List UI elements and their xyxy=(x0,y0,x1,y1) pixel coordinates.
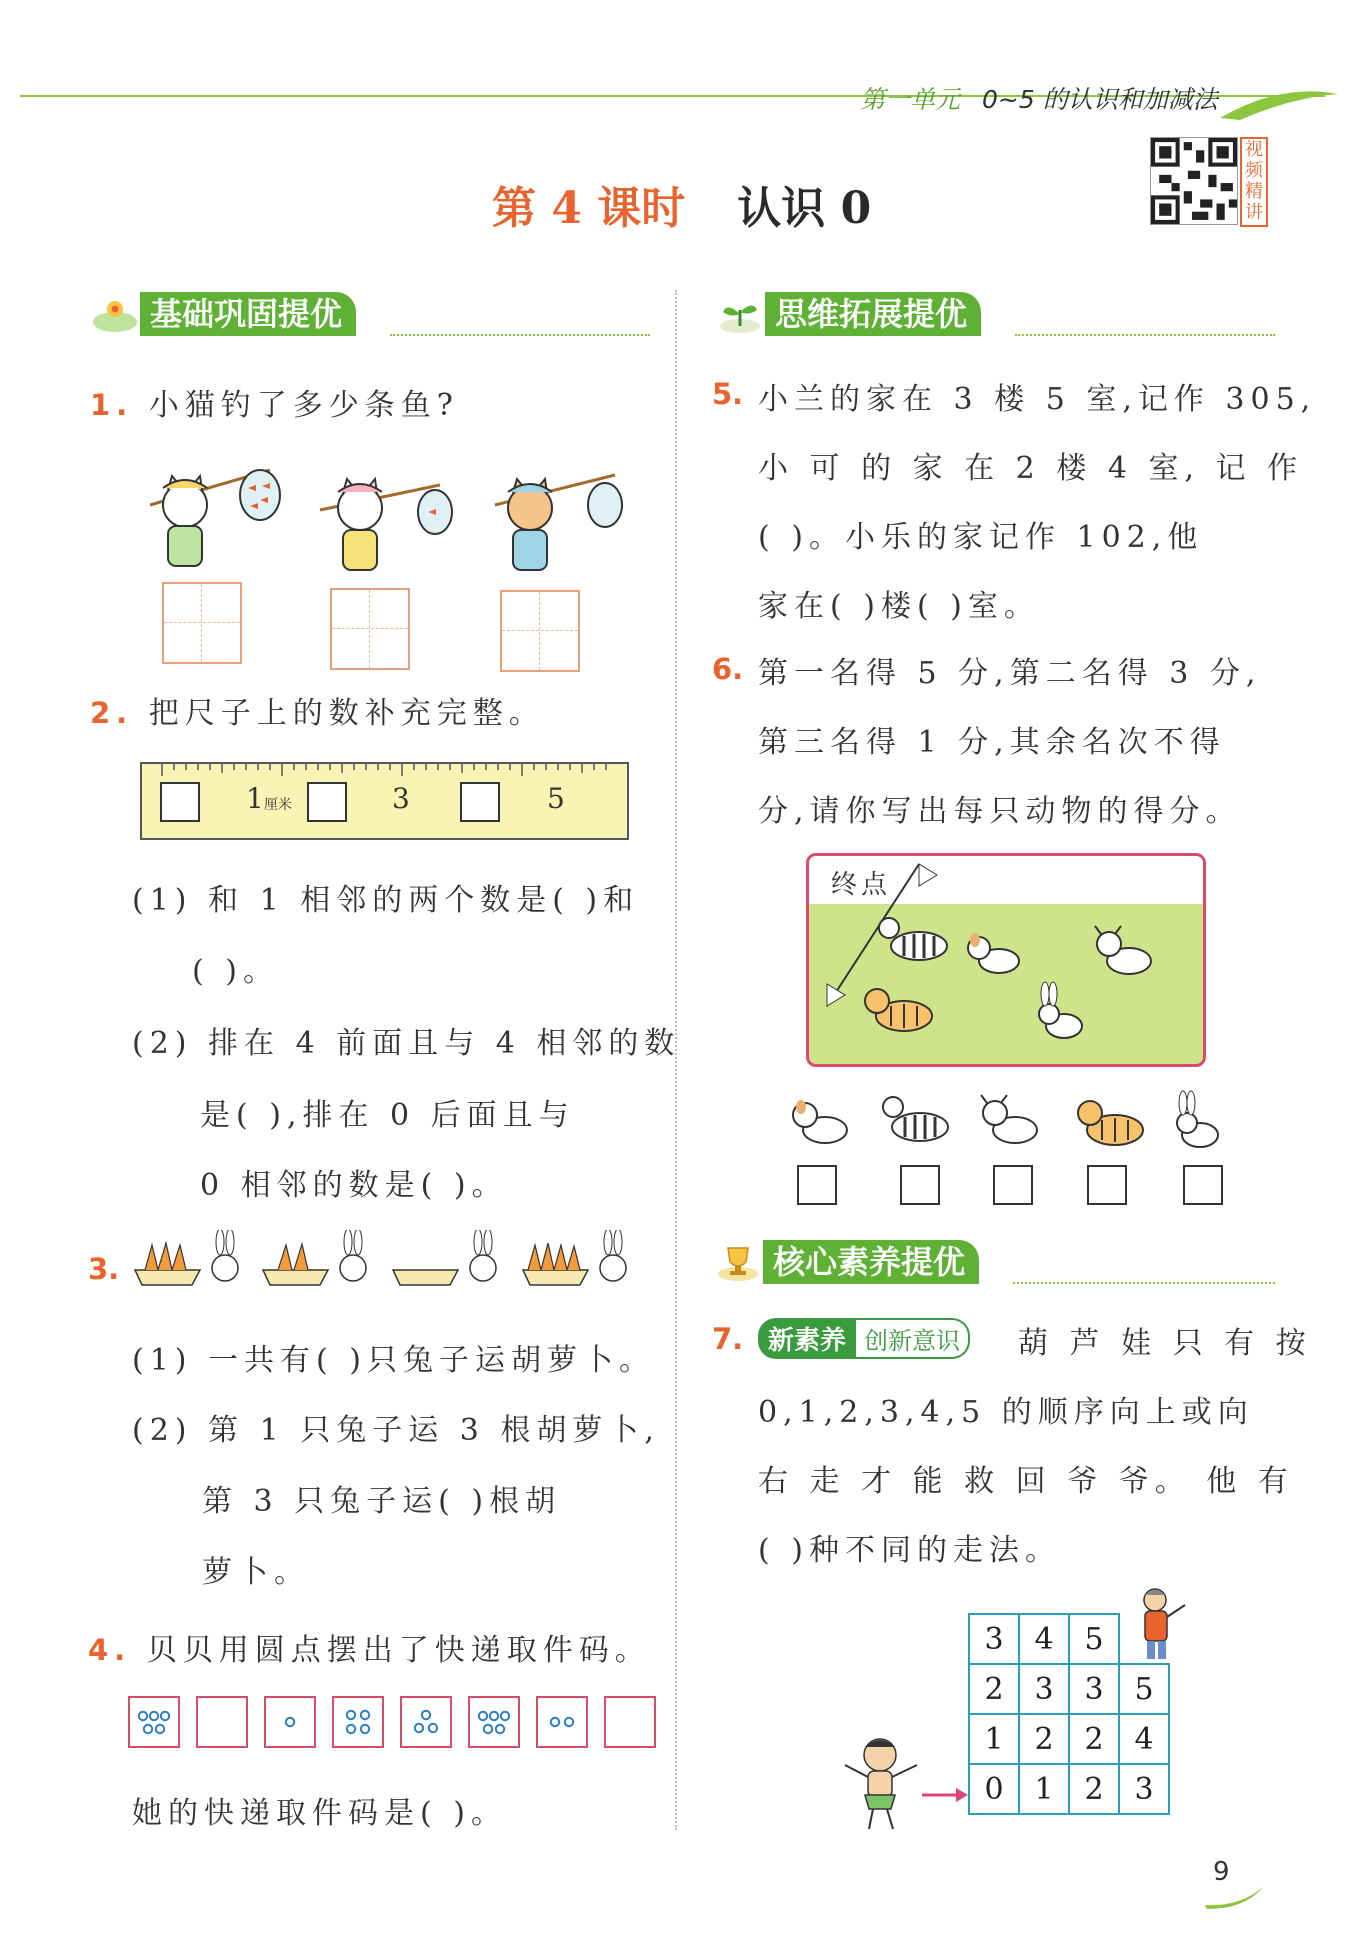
answer-box[interactable] xyxy=(162,582,242,664)
dots-icon xyxy=(474,1702,514,1742)
flower-icon xyxy=(90,292,140,336)
video-explain-label xyxy=(1240,137,1268,227)
leaf-swoosh-icon xyxy=(1220,88,1340,128)
section-rule xyxy=(1015,334,1275,336)
cat-icon xyxy=(495,475,622,570)
dot xyxy=(551,1718,559,1726)
score-box[interactable] xyxy=(993,1165,1033,1205)
section-basic-title: 基础巩固提优 xyxy=(140,292,356,336)
q5-line1: 小兰的家在 3 楼 5 室,记作 305, xyxy=(758,382,1317,417)
dot xyxy=(496,1725,504,1733)
grid-cell: 3 xyxy=(969,1614,1019,1664)
dot-code-box xyxy=(468,1696,520,1748)
dot xyxy=(479,1712,487,1720)
answer-box[interactable] xyxy=(500,590,580,672)
section-thinking-header xyxy=(715,292,981,336)
grid-cell: 2 xyxy=(1069,1714,1119,1764)
dog-icon xyxy=(793,1100,847,1143)
page-number: 9 xyxy=(1213,1857,1230,1887)
dot xyxy=(361,1725,369,1733)
q2-part1-line2: ( )。 xyxy=(192,954,279,989)
grid-cell: 1 xyxy=(1019,1764,1069,1814)
race-animals-illustration xyxy=(809,856,1203,1064)
grid-cell: 0 xyxy=(969,1764,1019,1814)
qr-char: 精 xyxy=(1245,181,1263,202)
dot xyxy=(565,1718,573,1726)
ruler-blank-box[interactable] xyxy=(160,782,200,822)
grid-cell: 3 xyxy=(1069,1664,1119,1714)
dot-code-row xyxy=(128,1696,656,1748)
question-number: 3. xyxy=(88,1252,120,1286)
dot xyxy=(347,1711,355,1719)
dog-icon xyxy=(968,933,1019,973)
grandpa-icon xyxy=(1125,1585,1195,1665)
section-rule xyxy=(390,334,650,336)
dot xyxy=(161,1712,169,1720)
rabbit-icon xyxy=(1039,982,1082,1038)
question-text: 把尺子上的数补充完整。 xyxy=(148,696,545,731)
rabbit-cart-icon xyxy=(135,1230,238,1285)
ruler-ticks xyxy=(142,764,627,780)
q2-part2-line1: (2) 排在 4 前面且与 4 相邻的数 xyxy=(132,1026,681,1061)
score-box[interactable] xyxy=(1087,1165,1127,1205)
race-scene xyxy=(806,853,1206,1067)
question-1 xyxy=(90,380,459,424)
ruler-blank-box[interactable] xyxy=(460,782,500,822)
grid-row xyxy=(969,1664,1169,1714)
qr-char: 频 xyxy=(1245,160,1263,181)
dot xyxy=(429,1724,437,1732)
section-core-title: 核心素养提优 xyxy=(763,1240,979,1284)
question-number: 2. xyxy=(90,696,134,730)
grid-cell: 3 xyxy=(1019,1664,1069,1714)
dots-icon xyxy=(134,1702,174,1742)
cats-fishing-illustration xyxy=(130,450,650,580)
q6-line3: 分,请你写出每只动物的得分。 xyxy=(758,794,1242,829)
grid-cell: 4 xyxy=(1119,1714,1169,1764)
trophy-icon xyxy=(713,1240,763,1284)
new-literacy-badge: 新素养 xyxy=(758,1318,856,1359)
question-number: 6. xyxy=(712,652,744,686)
dot xyxy=(361,1711,369,1719)
zebra-icon xyxy=(883,1097,948,1141)
dots-icon xyxy=(542,1702,582,1742)
lesson-name: 认识 0 xyxy=(737,183,872,234)
lesson-number: 第 4 课时 xyxy=(492,183,686,234)
dot xyxy=(286,1718,294,1726)
q3-part2-line1: (2) 第 1 只兔子运 3 根胡萝卜, xyxy=(132,1413,660,1448)
blank-code-box[interactable] xyxy=(196,1696,248,1748)
arrow-right-icon xyxy=(920,1780,970,1810)
dot xyxy=(490,1712,498,1720)
question-number: 7. xyxy=(712,1322,744,1356)
q5-line2: 小 可 的 家 在 2 楼 4 室, 记 作 xyxy=(758,451,1304,486)
question-4 xyxy=(88,1625,651,1669)
q7-line1: 葫 芦 娃 只 有 按 xyxy=(1018,1326,1312,1361)
section-rule xyxy=(1013,1282,1275,1284)
section-basic-header xyxy=(90,292,356,336)
dot xyxy=(422,1711,430,1719)
q2-part2-line3: 0 相邻的数是( )。 xyxy=(200,1168,508,1203)
q2-part2-line2: 是( ),排在 0 后面且与 xyxy=(200,1098,575,1133)
score-box[interactable] xyxy=(1183,1165,1223,1205)
dots-icon xyxy=(406,1702,446,1742)
ruler xyxy=(140,762,629,840)
qr-char: 视 xyxy=(1245,139,1263,160)
q7-line3: 右 走 才 能 救 回 爷 爷。 他 有 xyxy=(758,1464,1294,1499)
blank-code-box[interactable] xyxy=(604,1696,656,1748)
dot-code-box xyxy=(536,1696,588,1748)
q3-part1: (1) 一共有( )只兔子运胡萝卜。 xyxy=(132,1343,655,1378)
q7-line4: ( )种不同的走法。 xyxy=(758,1533,1061,1568)
q3-part2-line3: 萝卜。 xyxy=(202,1555,310,1590)
question-number: 1. xyxy=(90,388,134,422)
question-text: 小猫钓了多少条鱼? xyxy=(148,388,459,423)
ruler-number-5: 5 xyxy=(547,782,565,815)
ruler-number-1: 1 xyxy=(246,782,264,815)
grid-cell: 1 xyxy=(969,1714,1019,1764)
grid-cell: 2 xyxy=(1019,1714,1069,1764)
animal-lineup-illustration xyxy=(785,1085,1235,1160)
answer-box[interactable] xyxy=(330,588,410,670)
ruler-blank-box[interactable] xyxy=(307,782,347,822)
cat-icon xyxy=(320,479,452,570)
qr-char: 讲 xyxy=(1245,202,1263,223)
grid-cell: 2 xyxy=(1069,1764,1119,1814)
question-text: 贝贝用圆点摆出了快递取件码。 xyxy=(146,1633,651,1668)
zebra-icon xyxy=(879,918,947,960)
dots-icon xyxy=(270,1702,310,1742)
dot xyxy=(144,1725,152,1733)
dot-code-box xyxy=(264,1696,316,1748)
dot-code-box xyxy=(400,1696,452,1748)
dot xyxy=(415,1724,423,1732)
finish-label: 终点 xyxy=(831,870,892,900)
q3-part2-line2: 第 3 只兔子运( )根胡 xyxy=(202,1484,562,1519)
q7-badge xyxy=(758,1318,970,1359)
rabbit-cart-icon xyxy=(393,1230,496,1285)
section-thinking-title: 思维拓展提优 xyxy=(765,292,981,336)
section-core-header xyxy=(713,1240,979,1284)
tiger-icon xyxy=(1078,1101,1143,1145)
qr-code-icon[interactable] xyxy=(1150,137,1238,225)
grid-cell: 5 xyxy=(1119,1664,1169,1714)
goat-icon xyxy=(1095,926,1151,974)
score-box[interactable] xyxy=(797,1165,837,1205)
dot xyxy=(501,1712,509,1720)
dot xyxy=(150,1712,158,1720)
grid-cell: 2 xyxy=(969,1664,1019,1714)
dot-code-box xyxy=(128,1696,180,1748)
question-number: 4. xyxy=(88,1633,132,1667)
question-2 xyxy=(90,688,545,732)
rabbit-cart-icon xyxy=(523,1230,626,1285)
q6-line1: 第一名得 5 分,第二名得 3 分, xyxy=(758,656,1262,691)
grid-row xyxy=(969,1764,1169,1814)
grid-cell: 4 xyxy=(1019,1614,1069,1664)
score-box[interactable] xyxy=(900,1165,940,1205)
rabbits-carrots-illustration xyxy=(130,1230,640,1300)
sprout-icon xyxy=(715,292,765,336)
innovation-badge: 创新意识 xyxy=(856,1318,970,1359)
dot xyxy=(139,1712,147,1720)
ruler-unit: 厘米 xyxy=(264,797,292,813)
unit-heading xyxy=(860,80,1218,116)
tiger-icon xyxy=(865,989,932,1031)
ruler-number-3: 3 xyxy=(392,782,410,815)
lesson-title xyxy=(492,172,871,236)
leaf-swoosh-icon xyxy=(1205,1885,1265,1910)
dot xyxy=(484,1725,492,1733)
rabbit-icon xyxy=(1177,1091,1218,1147)
dot xyxy=(156,1725,164,1733)
dot-code-box xyxy=(332,1696,384,1748)
unit-title: 0~5 的认识和加减法 xyxy=(982,85,1218,114)
dot xyxy=(347,1725,355,1733)
q4-answer: 她的快递取件码是( )。 xyxy=(132,1796,507,1831)
grid-row xyxy=(969,1714,1169,1764)
q5-line4: 家在( )楼( )室。 xyxy=(758,589,1040,624)
q7-line2: 0,1,2,3,4,5 的顺序向上或向 xyxy=(758,1395,1254,1430)
question-number: 5. xyxy=(712,377,744,411)
dots-icon xyxy=(338,1702,378,1742)
cat-icon xyxy=(150,470,280,566)
q2-part1-line1: (1) 和 1 相邻的两个数是( )和 xyxy=(132,883,640,918)
grid-cell: 3 xyxy=(1119,1764,1169,1814)
q5-line3: ( )。小乐的家记作 102,他 xyxy=(758,520,1204,555)
goat-icon xyxy=(981,1095,1037,1143)
grid-cell: 5 xyxy=(1069,1614,1119,1664)
q6-line2: 第三名得 1 分,其余名次不得 xyxy=(758,725,1226,760)
unit-label: 第一单元 xyxy=(860,85,961,114)
rabbit-cart-icon xyxy=(263,1230,366,1285)
